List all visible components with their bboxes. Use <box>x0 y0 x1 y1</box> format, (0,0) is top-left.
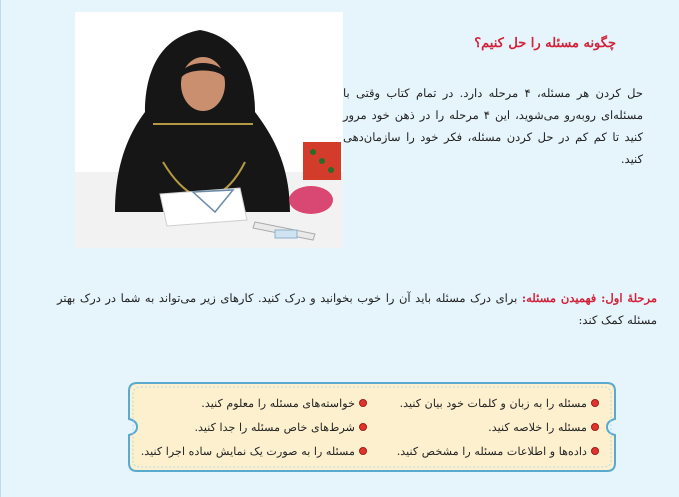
list-item: مسئله را به صورت یک نمایش ساده اجرا کنید. <box>145 439 367 463</box>
bullet-icon <box>591 447 599 455</box>
bullet-icon <box>359 399 367 407</box>
stage1-text: برای درک مسئله باید آن را خوب بخوانید و درک کنید. کارهای زیر می‌تواند به شما در درک بهتر مسئله کمک کند: <box>57 291 657 327</box>
list-item: داده‌ها و اطلاعات مسئله را مشخص کنید. <box>367 439 599 463</box>
checklist-grid <box>140 391 599 463</box>
bullet-icon <box>359 423 367 431</box>
student-photo <box>75 12 343 248</box>
student-illustration <box>75 12 343 248</box>
bullet-icon <box>359 447 367 455</box>
section-title: چگونه مسئله را حل کنیم؟ <box>474 36 616 51</box>
stage1-lead: مرحلهٔ اول: فهمیدن مسئله: <box>521 291 657 305</box>
intro-paragraph: حل کردن هر مسئله، ۴ مرحله دارد. در تمام کتاب وقتی با مسئله‌ای روبه‌رو می‌شوید، این ۴ مرحله را در ذهن خود مرور کنید تا کم کم در حل کردن مسئله، فکر خود را سازمان‌دهی کنید. <box>343 86 644 166</box>
list-item: مسئله را به زبان و کلمات خود بیان کنید. <box>367 391 599 415</box>
bullet-icon <box>591 399 599 407</box>
list-item: شرط‌های خاص مسئله را جدا کنید. <box>145 415 367 439</box>
list-item: مسئله را خلاصه کنید. <box>367 415 599 439</box>
list-item: خواسته‌های مسئله را معلوم کنید. <box>145 391 367 415</box>
checklist-box <box>127 381 617 473</box>
stage1-paragraph <box>57 287 657 331</box>
bullet-icon <box>591 423 599 431</box>
